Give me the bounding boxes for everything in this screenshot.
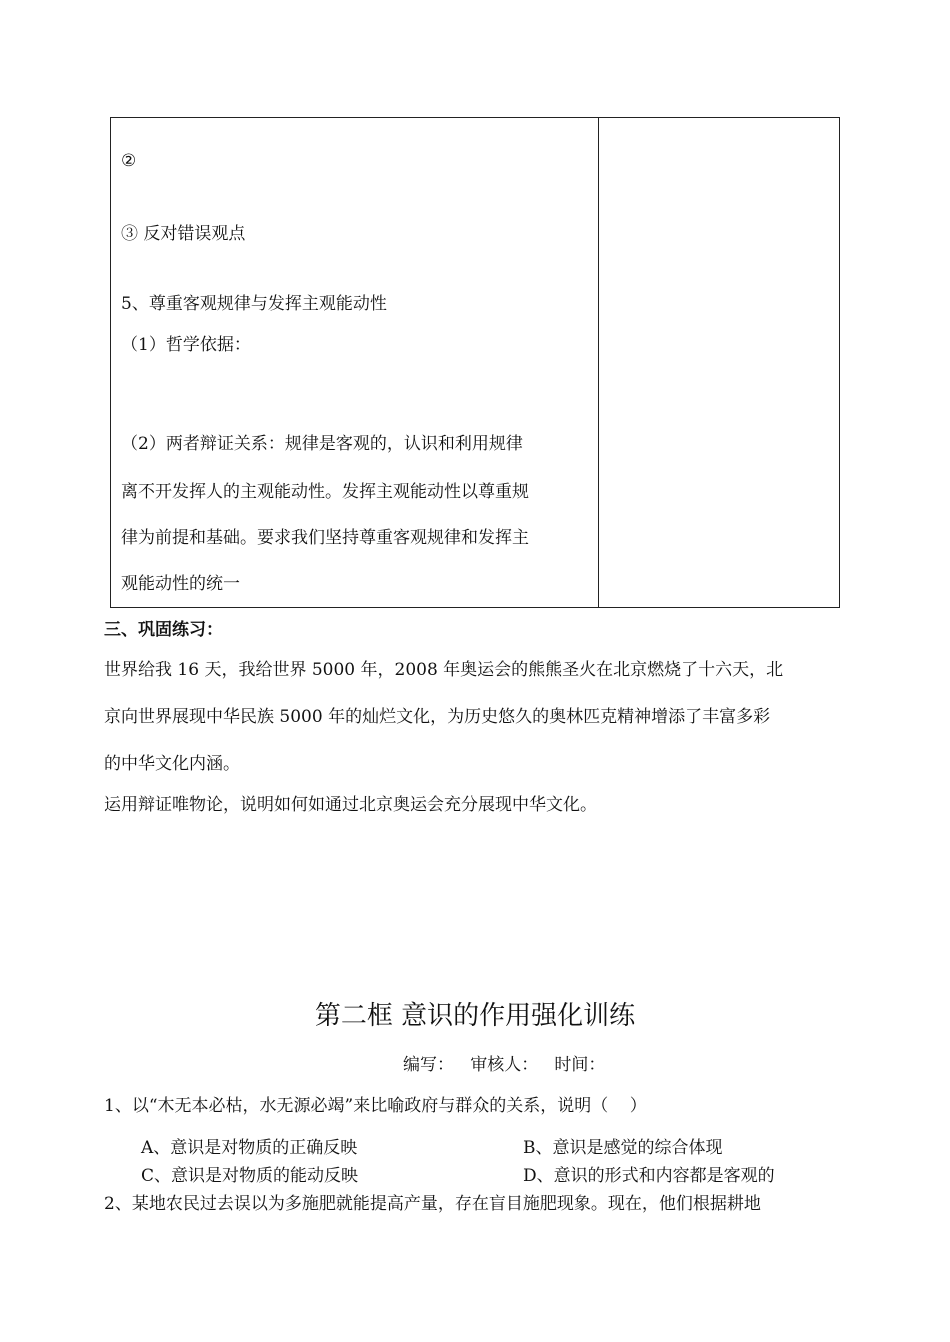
question-1-option-a: A、意识是对物质的正确反映 [141, 1138, 358, 1158]
practice-paragraph-line-1: 世界给我 16 天，我给世界 5000 年，2008 年奥运会的熊熊圣火在北京燃烧了十六天，北 [104, 660, 784, 680]
table-column-divider [598, 118, 599, 607]
table-sub-1: （1）哲学依据： [121, 335, 251, 355]
practice-paragraph-line-3: 的中华文化内涵。 [104, 754, 240, 774]
table-item-3: ③ 反对错误观点 [121, 224, 246, 244]
question-2-stem: 2、某地农民过去误以为多施肥就能提高产量，存在盲目施肥现象。现在，他们根据耕地 [104, 1194, 761, 1214]
notes-table [110, 117, 840, 608]
table-sub-2-line-2: 离不开发挥人的主观能动性。发挥主观能动性以尊重规 [121, 482, 529, 502]
question-1-option-d: D、意识的形式和内容都是客观的 [523, 1166, 775, 1186]
table-sub-2-line-4: 观能动性的统一 [121, 574, 240, 594]
question-1-option-b: B、意识是感觉的综合体现 [523, 1138, 723, 1158]
table-item-2: ② [121, 151, 137, 171]
table-heading-5: 5、尊重客观规律与发挥主观能动性 [121, 294, 387, 314]
table-sub-2-line-3: 律为前提和基础。要求我们坚持尊重客观规律和发挥主 [121, 528, 529, 548]
section-title: 第二框 意识的作用强化训练 [314, 1001, 636, 1031]
section-meta: 编写： 审核人： 时间： [403, 1055, 606, 1075]
practice-paragraph-line-2: 京向世界展现中华民族 5000 年的灿烂文化，为历史悠久的奥林匹克精神增添了丰富多彩 [104, 707, 771, 727]
question-1-stem: 1、以“木无本必枯，水无源必竭”来比喻政府与群众的关系，说明（ ） [104, 1096, 647, 1116]
table-sub-2-line-1: （2）两者辩证关系：规律是客观的，认识和利用规律 [121, 434, 523, 454]
question-1-option-c: C、意识是对物质的能动反映 [141, 1166, 359, 1186]
practice-question: 运用辩证唯物论，说明如何如通过北京奥运会充分展现中华文化。 [104, 795, 597, 815]
practice-heading: 三、巩固练习： [104, 620, 223, 640]
